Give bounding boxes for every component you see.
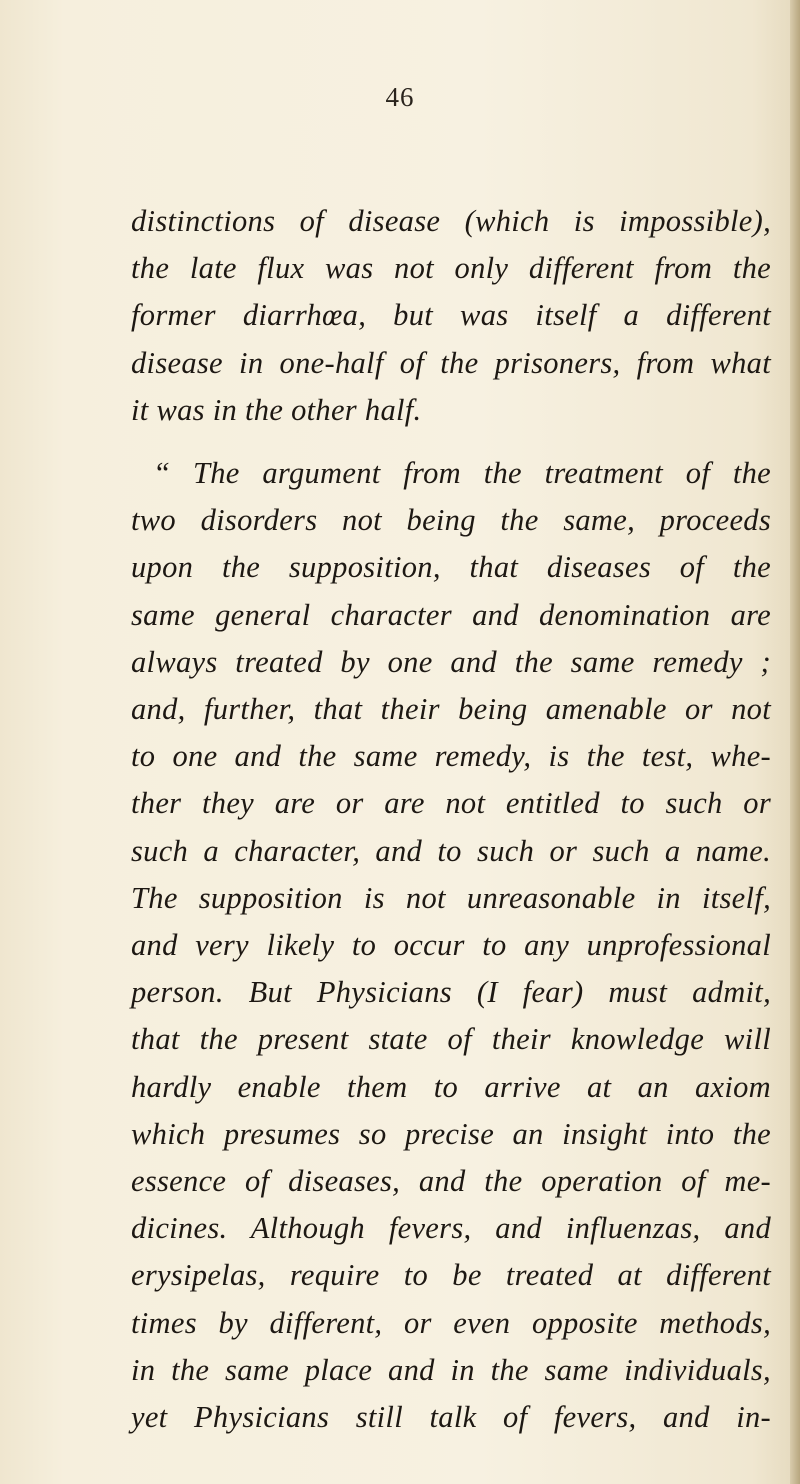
text-line: to one and the same remedy, is the test, whe- <box>131 739 771 774</box>
text-line: person. But Physicians (I fear) must admit, <box>131 975 771 1010</box>
text-line: hardly enable them to arrive at an axiom <box>131 1069 771 1104</box>
text-line: ther they are or are not entitled to such or <box>131 786 771 821</box>
text-line: times by different, or even opposite methods, <box>131 1305 771 1340</box>
text-line: essence of diseases, and the operation of me- <box>131 1164 771 1199</box>
text-line: always treated by one and the same remedy ; <box>131 644 771 679</box>
text-line: erysipelas, require to be treated at different <box>131 1258 771 1293</box>
text-line: in the same place and in the same individuals, <box>131 1352 771 1387</box>
text-line: and very likely to occur to any unprofessional <box>131 928 771 963</box>
text-line: same general character and denomination are <box>131 597 771 632</box>
text-line: that the present state of their knowledge will <box>131 1022 771 1057</box>
body-text <box>131 198 771 1441</box>
paragraph-gap <box>131 434 771 450</box>
page-edge <box>790 0 800 1484</box>
text-line: distinctions of disease (which is impossible), <box>131 204 771 238</box>
text-line: such a character, and to such or such a name. <box>131 833 771 868</box>
text-line: the late flux was not only different from the <box>131 251 771 286</box>
text-line: two disorders not being the same, proceeds <box>131 503 771 538</box>
text-line: it was in the other half. <box>131 392 422 427</box>
text-line: which presumes so precise an insight into the <box>131 1116 771 1151</box>
text-line: former diarrhœa, but was itself a different <box>131 298 771 333</box>
text-line: and, further, that their being amenable or not <box>131 692 771 727</box>
text-line: yet Physicians still talk of fevers, and in- <box>131 1400 771 1435</box>
text-line: The supposition is not unreasonable in itself, <box>131 880 771 915</box>
page-number: 46 <box>385 82 415 112</box>
text-line: disease in one-half of the prisoners, from what <box>131 345 771 380</box>
text-line: upon the supposition, that diseases of the <box>131 550 771 585</box>
text-line: “ The argument from the treatment of the <box>153 456 771 491</box>
text-line: dicines. Although fevers, and influenzas, and <box>131 1211 771 1246</box>
